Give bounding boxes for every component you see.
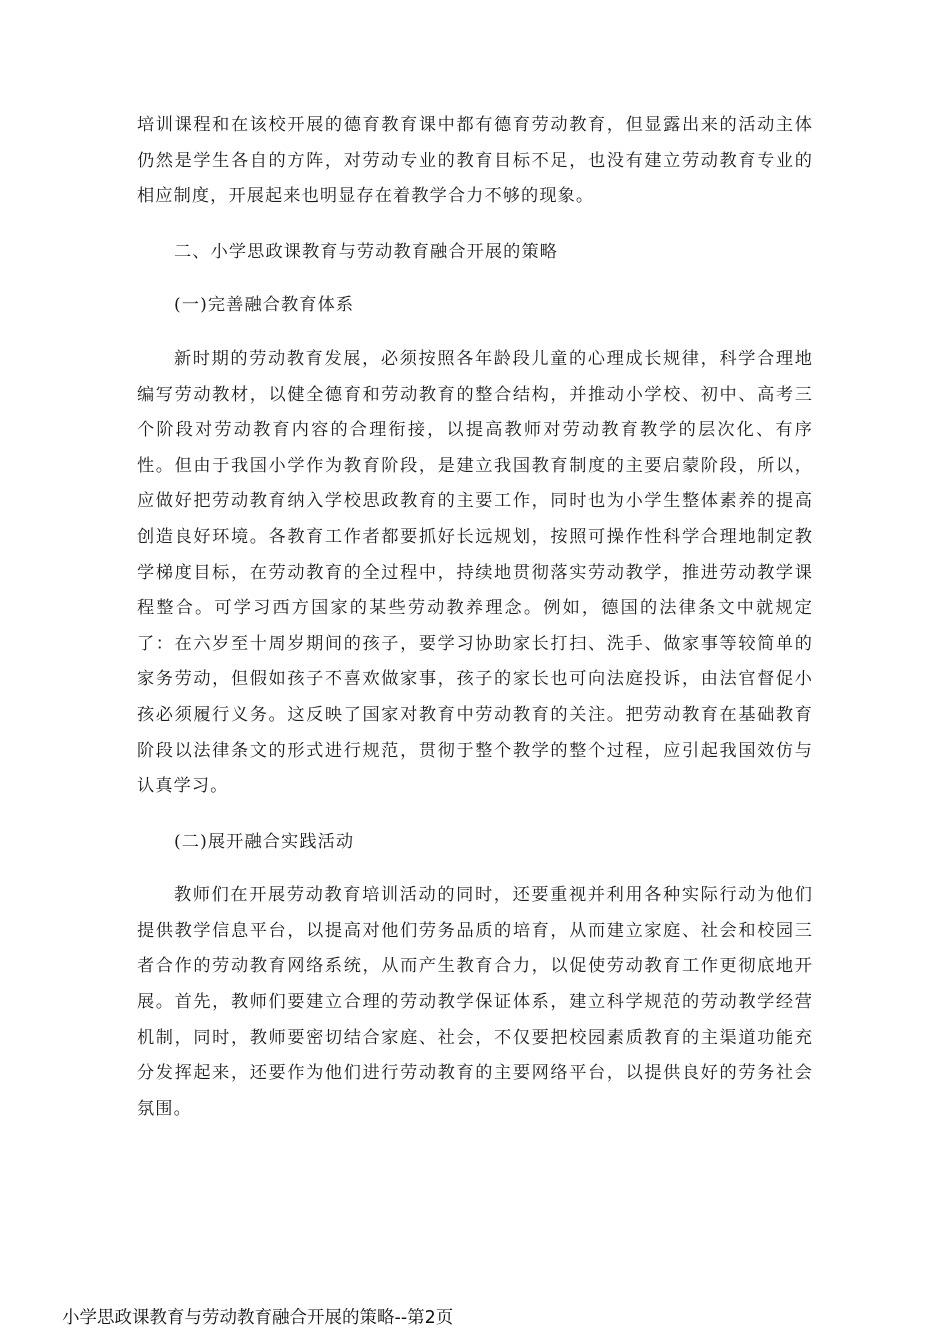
paragraph-continuation: 培训课程和在该校开展的德育教育课中都有德育劳动教育，但显露出来的活动主体仍然是学生各自的方阵，对劳动专业的教育目标不足，也没有建立劳动教育专业的相应制度，开展起来也明显存在着教学合力不够的现象。 bbox=[137, 115, 813, 207]
section-heading: 二、小学思政课教育与劳动教育融合开展的策略 bbox=[174, 241, 559, 262]
subsection-heading-1: (一)完善融合教育体系 bbox=[174, 295, 355, 316]
paragraph-body-1: 新时期的劳动教育发展，必须按照各年龄段儿童的心理成长规律，科学合理地编写劳动教材，以健全德育和劳动教育的整合结构，并推动小学校、初中、高考三个阶段对劳动教育内容的合理衔接，以提高教师对劳动教育教学的层次化、有序性。但由于我国小学作为教育阶段，是建立我国教育制度的主要启蒙阶段，所以，应做好把劳动教育纳入学校思政教育的主要工作，同时也为小学生整体素养的提高创造良好环境。各教育工作者都要抓好长远规划，按照可操作性科学合理地制定教学梯度目标，在劳动教育的全过程中，持续地贯彻落实劳动教学，推进劳动教学课程整合。可学习西方国家的某些劳动教养理念。例如，德国的法律条文中就规定了：在六岁至十周岁期间的孩子，要学习协助家长打扫、洗手、做家事等较简单的家务劳动，但假如孩子不喜欢做家事，孩子的家长也可向法庭投诉，由法官督促小孩必须履行义务。这反映了国家对教育中劳动教育的关注。把劳动教育在基础教育阶段以法律条文的形式进行规范，贯彻于整个教学的整个过程，应引起我国效仿与认真学习。 bbox=[137, 348, 813, 797]
document-body bbox=[137, 108, 813, 1127]
subsection-heading-2: (二)展开融合实践活动 bbox=[174, 831, 355, 852]
paragraph-body-2: 教师们在开展劳动教育培训活动的同时，还要重视并利用各种实际行动为他们提供教学信息平台，以提高对他们劳务品质的培育，从而建立家庭、社会和校园三者合作的劳动教育网络系统，从而产生教育合力，以促使劳动教育工作更彻底地开展。首先，教师们要建立合理的劳动教学保证体系，建立科学规范的劳动教学经营机制，同时，教师要密切结合家庭、社会，不仅要把校园素质教育的主渠道功能充分发挥起来，还要作为他们进行劳动教育的主要网络平台，以提供良好的劳务社会氛围。 bbox=[137, 885, 813, 1119]
page-footer: 小学思政课教育与劳动教育融合开展的策略--第2页 bbox=[62, 1308, 454, 1328]
